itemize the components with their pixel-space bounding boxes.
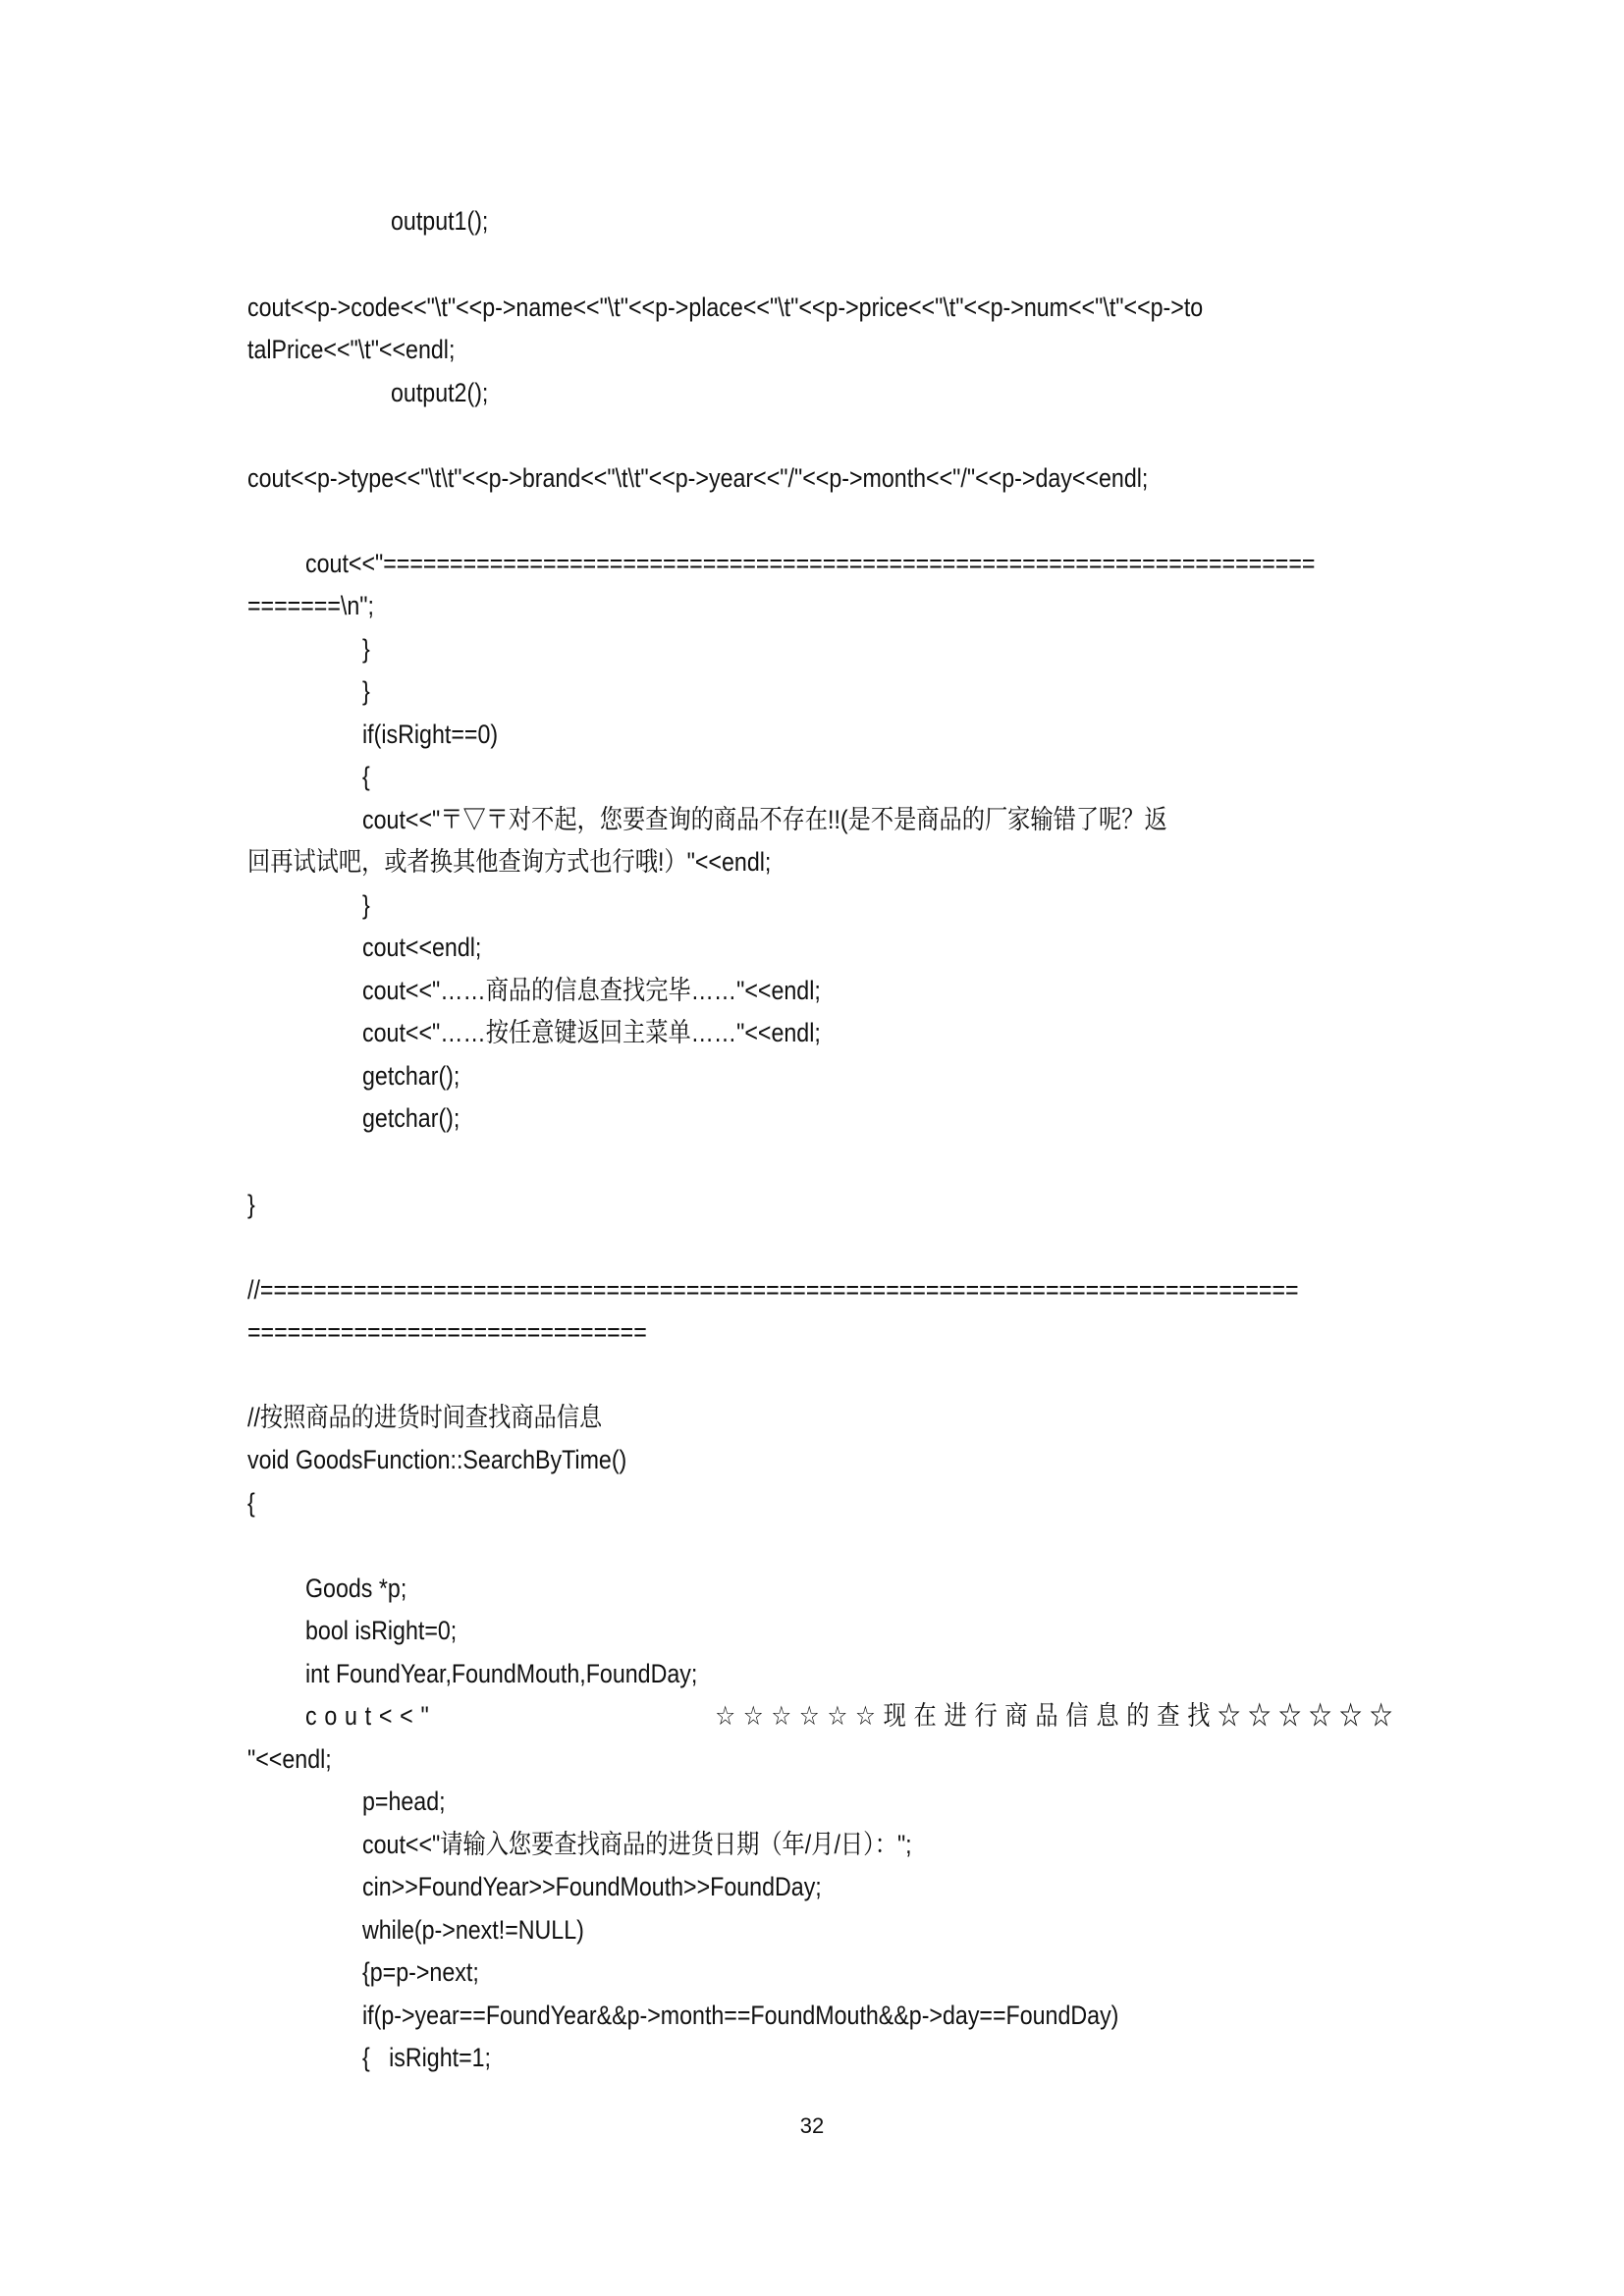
code-line: cout<<p->type<<"\t\t"<<p->brand<<"\t\t"<<p->year<<"/"<<p->month<<"/"<<p->day<<endl; xyxy=(247,463,1149,493)
code-line: } xyxy=(362,634,370,664)
page-number: 32 xyxy=(799,2113,825,2138)
code-line: {p=p->next; xyxy=(362,1957,479,1987)
code-line: output1(); xyxy=(391,206,489,236)
code-line: } xyxy=(247,1190,255,1219)
code-line: output2(); xyxy=(391,378,489,407)
code-line: "<<endl; xyxy=(247,1744,332,1774)
code-line: int FoundYear,FoundMouth,FoundDay; xyxy=(305,1659,698,1688)
code-line: cout<<endl; xyxy=(362,933,482,962)
code-line: { isRight=1; xyxy=(362,2043,492,2072)
code-line: cout<<p->code<<"\t"<<p->name<<"\t"<<p->place<<"\t"<<p->price<<"\t"<<p->num<<"\t"<<p->to xyxy=(247,293,1204,322)
code-line: cout<<"〒▽〒对不起，您要查询的商品不存在!!(是不是商品的厂家输错了呢？返 xyxy=(362,805,1167,834)
function-signature: void GoodsFunction::SearchByTime() xyxy=(247,1445,627,1474)
code-line: } xyxy=(362,890,370,920)
code-line: getchar(); xyxy=(362,1061,460,1091)
separator-line: =======\n"; xyxy=(247,591,374,620)
code-line: if(isRight==0) xyxy=(362,720,499,749)
separator-line: cout<<"====================================================================== xyxy=(305,549,1316,578)
code-line: if(p->year==FoundYear&&p->month==FoundMouth&&p->day==FoundDay) xyxy=(362,2001,1119,2030)
code-line: talPrice<<"\t"<<endl; xyxy=(247,335,456,364)
comment-line: //按照商品的进货时间查找商品信息 xyxy=(247,1403,603,1432)
code-line: Goods *p; xyxy=(305,1574,407,1603)
code-line: cout<<"……商品的信息查找完毕……"<<endl; xyxy=(362,976,821,1005)
code-line: { xyxy=(247,1488,255,1518)
code-line: cout<<" ☆☆☆☆☆☆现在进行商品信息的查找☆☆☆☆☆☆ xyxy=(305,1701,1400,1731)
code-line: { xyxy=(362,762,370,791)
code-line: getchar(); xyxy=(362,1103,460,1133)
separator-line: ============================== xyxy=(247,1317,647,1347)
code-line: cout<<"……按任意键返回主菜单……"<<endl; xyxy=(362,1018,821,1047)
code-line: while(p->next!=NULL) xyxy=(362,1915,584,1945)
code-line: cin>>FoundYear>>FoundMouth>>FoundDay; xyxy=(362,1872,822,1901)
code-line: 回再试试吧，或者换其他查询方式也行哦!）"<<endl; xyxy=(247,847,772,877)
code-line: cout<<"请输入您要查找商品的进货日期（年/月/日）："; xyxy=(362,1830,912,1859)
code-line: bool isRight=0; xyxy=(305,1616,458,1645)
code-line: p=head; xyxy=(362,1787,446,1816)
code-line: } xyxy=(362,676,370,706)
separator-line: //============================================================================== xyxy=(247,1275,1299,1305)
